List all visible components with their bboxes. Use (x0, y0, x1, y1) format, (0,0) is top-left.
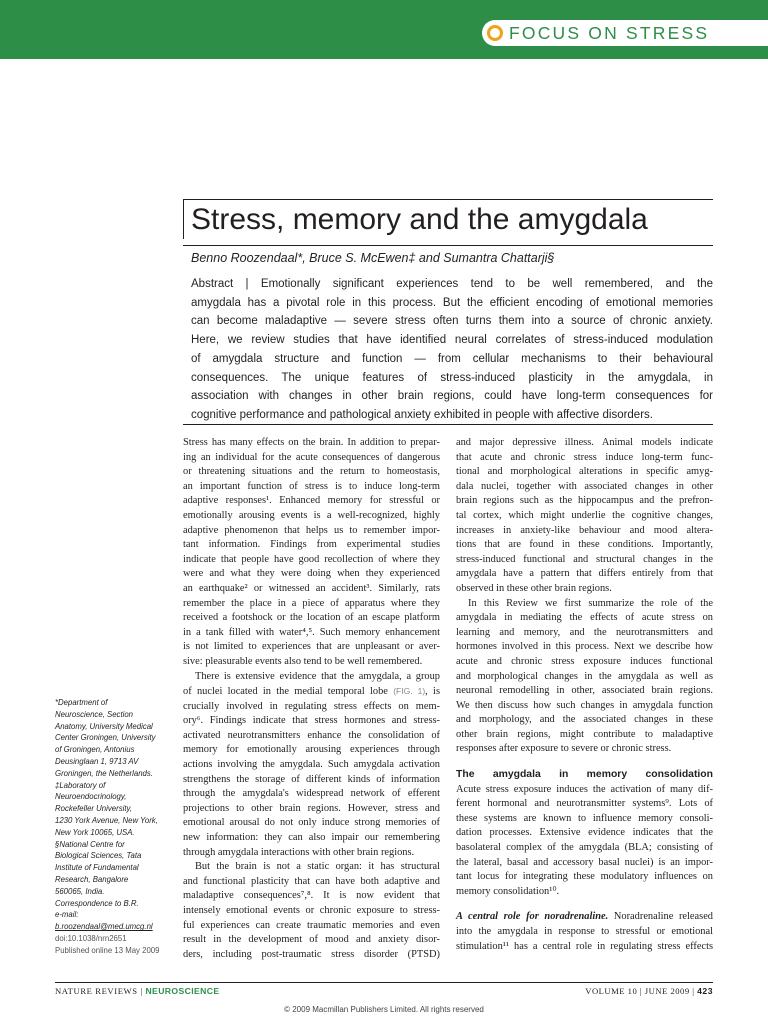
paragraph (183, 860, 440, 962)
body-line: and morphology, and the associated changes in these (456, 714, 713, 726)
body-line: But the brain is not a static organ: it has structural (195, 861, 440, 873)
journal-section: NEUROSCIENCE (145, 986, 220, 996)
body-line: received a footshock or the location of an escape platform (183, 612, 440, 624)
affiliation-line: Correspondence to B.R. (55, 898, 139, 908)
body-line: tional and morphological alterations in specific amyg- (456, 466, 713, 478)
body-line: memory consolidation¹⁰. (456, 885, 560, 897)
affiliation-line: Neuroscience, Section (55, 709, 134, 719)
text-run: of nuclei located in the medial temporal lobe (183, 686, 394, 698)
affiliation-line: Center Groningen, University (55, 733, 156, 743)
journal-name (55, 986, 220, 996)
body-line: in a tank filled with water⁴,⁵. Such memory enhancement (183, 626, 440, 638)
abstract-line: Here, we review studies that have identified neural correlates of stress-induced modulation (191, 334, 713, 347)
title-rule-bottom (183, 245, 713, 246)
text-run: Noradrenaline released (608, 911, 714, 923)
affiliation-line: Institute of Fundamental (55, 863, 139, 873)
section-heading: The amygdala in memory consolidation (456, 769, 713, 781)
body-line: observed in these other brain regions. (456, 582, 612, 594)
body-line: and major depressive illness. Animal models indicate (456, 437, 713, 448)
spacer (456, 899, 713, 910)
body-line: In this Review we first summarize the role of the (468, 597, 713, 609)
body-line: adaptive phenomenon that helps us to remember impor- (183, 524, 440, 536)
body-line: adaptive responses¹. Enhanced memory for stressful or (183, 495, 440, 507)
spacer (456, 757, 713, 768)
body-line: activated neurotransmitters enhance the consolidation of (183, 729, 440, 741)
body-line: or threatening situations and the return to homeostasis, (183, 466, 440, 478)
paragraph (183, 700, 440, 861)
body-line: tant information. Findings from experimental studies (183, 539, 440, 551)
copyright: © 2009 Macmillan Publishers Limited. All rights reserved (284, 1005, 484, 1014)
body-line: an important function of stress is to induce long-term (183, 480, 440, 492)
body-line: through amygdala interactions with other brain regions. (183, 846, 415, 858)
affiliation-line: 560065, India. (55, 886, 105, 896)
body-line: ful experiences can create traumatic memories and even (183, 919, 440, 931)
affiliation-line: Groningen, the Netherlands. (55, 768, 153, 778)
affiliation-line: Rockefeller University, (55, 804, 132, 814)
body-line: maladaptive consequences⁷,⁸. It is now evident that (183, 890, 440, 902)
affiliation-line: Deusinglaan 1, 9713 AV (55, 756, 139, 766)
abstract (191, 275, 713, 425)
affiliation-line: of Groningen, Antonius (55, 745, 135, 755)
body-line: strengthens the storage of different kinds of information (183, 773, 440, 785)
body-line (183, 684, 440, 700)
body-line: is not limited to experiences that are unpleasant or aver- (183, 641, 440, 653)
article-title: Stress, memory and the amygdala (191, 203, 648, 236)
paragraph (456, 597, 713, 758)
body-column-left (183, 436, 440, 962)
abstract-line: of amygdala structure and function — from cellular mechanisms to their behavioural (191, 352, 713, 365)
affiliations (55, 697, 180, 957)
body-line: sive: pleasurable events also tend to be well remembered. (183, 655, 423, 667)
affiliation-line: Biological Sciences, Tata (55, 851, 142, 861)
volume-label: VOLUME 10 | JUNE 2009 | (585, 986, 698, 996)
body-line: tant locus for integrating these modulatory influences on (456, 871, 713, 883)
body-line: We then discuss how such changes in amygdala function (456, 699, 713, 711)
body-line: increases in anxiety-like behaviour and mood altera- (456, 524, 713, 536)
body-line: brain regions such as the hippocampus and the prefron- (456, 495, 713, 507)
abstract-line: association with changes in other brain regions, could have long-term consequences for (191, 390, 713, 403)
footer-rule (55, 982, 713, 983)
body-line: result in the development of mood and anxiety disor- (183, 934, 440, 946)
body-line: There is extensive evidence that the amygdala, a group (195, 670, 440, 682)
abstract-line: cognitive performance and pathological anxiety exhibited in people with affective disorders. (191, 408, 653, 421)
body-line: stimulation¹¹ has a central role in regulating stress effects (456, 940, 713, 952)
author-list: Benno Roozendaal*, Bruce S. McEwen‡ and Sumantra Chattarji§ (191, 251, 555, 265)
body-line: stress-induced functional and structural changes in the (456, 553, 713, 565)
body-line: these systems are known to influence memory consoli- (456, 812, 713, 824)
body-line: new information: they can also impair our remembering (183, 832, 440, 844)
body-line: into the amygdala in response to stressful or emotional (456, 926, 713, 937)
body-line: ferent hormonal and neurotransmitter systems⁹. Lots of (456, 798, 713, 810)
paragraph (456, 925, 713, 954)
abstract-line: Abstract | Emotionally significant experiences tend to be well remembered, and the (191, 278, 713, 290)
body-line: basolateral complex of the amygdala (BLA; consisting of (456, 842, 713, 854)
affiliation-line: Anatomy, University Medical (55, 721, 153, 731)
body-line: actions involving the amygdala. Such amygdala activation (183, 759, 440, 771)
affiliation-line: e-mail: (55, 910, 79, 920)
body-line: and functional plasticity that can have both adaptive and (183, 875, 440, 887)
title-rule-top (183, 199, 713, 200)
published-date: Published online 13 May 2009 (55, 945, 160, 955)
body-line: emotional arousal do not only induce strong memories of (183, 817, 440, 829)
focus-banner (482, 20, 768, 46)
body-line: amygdala in mediating the effects of acute stress on (456, 612, 713, 624)
body-line: ing an individual for the acute consequences of dangerous (183, 451, 440, 463)
affiliation-lines (55, 697, 180, 921)
body-line: learning and memory, and the neurotransmitters and (456, 626, 713, 638)
body-line: that acute and chronic stress induce long-term func- (456, 451, 713, 463)
text-run: , is (425, 686, 440, 698)
body-line: Acute stress exposure induces the activation of many dif- (456, 783, 713, 795)
body-line: crucially involved in regulating stress effects on mem- (183, 700, 440, 712)
body-line: through the amygdala's widespread network of efferent (183, 788, 440, 800)
volume-info (585, 986, 713, 996)
body-line: neuronal remodelling in other, associated brain regions. (456, 685, 713, 697)
body-line: dation processes. Extensive evidence indicates that the (456, 827, 713, 839)
affiliation-line: ‡Laboratory of (55, 780, 106, 790)
body-line: were and what they were doing when they experienced (183, 568, 440, 580)
body-line: ders, including post-traumatic stress disorder (PTSD) (183, 948, 440, 960)
body-line: intensely emotional events or chronic exposure to stress- (183, 905, 440, 916)
abstract-line: consequences. The unique features of stress-induced plasticity in the amygdala, in (191, 371, 713, 384)
banner-text: FOCUS ON STRESS (509, 23, 710, 43)
paragraph (456, 783, 713, 900)
affiliation-line: Research, Bangalore (55, 874, 129, 884)
header-bar (0, 0, 768, 59)
journal-label: NATURE REVIEWS | (55, 986, 146, 996)
body-line: remember the place in a piece of apparatus where they (183, 597, 440, 609)
affiliation-line: New York 10065, USA. (55, 827, 135, 837)
body-column-right (456, 436, 713, 954)
body-line: projections to other brain regions. However, stress and (183, 802, 440, 814)
body-line: amygdala have a pattern that differs entirely from that (456, 568, 713, 580)
body-line: responses after exposure to severe or chronic stress. (456, 743, 672, 755)
body-line: an earthquake² or witnessed an accident³. Similarly, rats (183, 582, 440, 594)
body-line: the lateral, basal and accessory basal nuclei) is an impor- (456, 856, 713, 868)
body-line: and morphological changes in the amygdala as well as (456, 670, 713, 682)
email-link[interactable]: b.roozendaal@med.umcg.nl (55, 922, 153, 932)
body-line: ory⁶. Findings indicate that stress hormones and stress- (183, 715, 440, 727)
abstract-line: can become maladaptive — severe stress often turns them into a source of chronic anxiety. (191, 315, 713, 328)
doi: doi:10.1038/nrn2651 (55, 933, 127, 943)
ring-icon (487, 25, 503, 41)
body-line: acute and chronic stress exposure induces functional (456, 655, 713, 667)
paragraph (183, 436, 440, 670)
affiliation-line: *Department of (55, 698, 108, 707)
body-line: memory for emotionally arousing experiences through (183, 744, 440, 756)
page-number: 423 (697, 986, 713, 996)
body-line: hormones involved in this process. Next we describe how (456, 641, 713, 653)
abstract-line: amygdala has a pivotal role in this process. But the efficient encoding of emotional memories (191, 296, 713, 309)
body-line: tions that are found in these conditions. Importantly, (456, 539, 713, 551)
abstract-rule (183, 424, 713, 425)
body-line: emotionally arousing events is a well-recognized, highly (183, 509, 440, 521)
body-line: indicate that people have good recollection of where they (183, 553, 440, 565)
affiliation-line: 1230 York Avenue, New York, (55, 815, 158, 825)
title-rule-vertical (183, 199, 184, 239)
paragraph (456, 436, 713, 597)
body-line: dala nuclei, together with associated changes in other (456, 480, 713, 492)
affiliation-line: Neuroendocrinology, (55, 792, 127, 802)
affiliation-line: §National Centre for (55, 839, 125, 849)
figure-link[interactable]: (FIG. 1) (393, 686, 426, 697)
body-line (456, 910, 713, 925)
run-in-heading: A central role for noradrenaline. (456, 911, 609, 923)
body-line: Stress has many effects on the brain. In addition to prepar- (183, 437, 440, 448)
body-line: tal cortex, which might underlie the cognitive changes, (456, 509, 713, 521)
body-line: other brain regions, might contribute to maladaptive (456, 728, 713, 740)
